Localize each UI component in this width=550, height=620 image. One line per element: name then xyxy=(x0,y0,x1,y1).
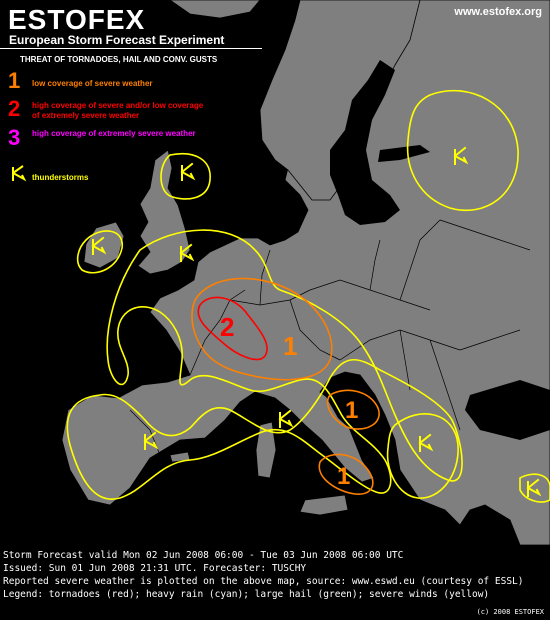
legend-title: THREAT OF TORNADOES, HAIL AND CONV. GUSTS xyxy=(20,55,218,64)
legend-level2-text: high coverage of severe and/or low coverage of extremely severe weather xyxy=(32,101,204,120)
legend-level1-text: low coverage of severe weather xyxy=(32,79,153,88)
legend-level2-number: 2 xyxy=(8,96,21,121)
brand-title: ESTOFEX xyxy=(8,4,146,35)
legend-thunder-icon xyxy=(10,164,28,184)
site-url: www.estofex.org xyxy=(454,6,542,18)
map-level1-label: 1 xyxy=(345,397,359,424)
footer-legend-line: Legend: tornadoes (red); heavy rain (cyan); large hail (green); severe winds (yellow) xyxy=(3,589,490,600)
header-divider xyxy=(0,48,262,49)
legend-level3-text: high coverage of extremely severe weather xyxy=(32,129,196,138)
map-level1-label: 1 xyxy=(283,331,298,361)
copyright: (c) 2008 ESTOFEX xyxy=(476,608,544,616)
legend-thunder-text: thunderstorms xyxy=(32,173,89,182)
footer-valid-line: Storm Forecast valid Mon 02 Jun 2008 06:00 - Tue 03 Jun 2008 06:00 UTC xyxy=(3,550,404,561)
map-level1-label: 1 xyxy=(337,463,351,490)
footer-issued-line: Issued: Sun 01 Jun 2008 21:31 UTC. Forecaster: TUSCHY xyxy=(3,563,307,574)
map-level2-label: 2 xyxy=(220,312,235,342)
forecast-footer xyxy=(0,545,550,620)
brand-subtitle: European Storm Forecast Experiment xyxy=(9,33,225,47)
footer-source-line: Reported severe weather is plotted on the above map, source: www.eswd.eu (courtesy of ESSL) xyxy=(3,576,524,587)
legend-level1-number: 1 xyxy=(8,68,21,93)
legend-level3-number: 3 xyxy=(8,125,21,150)
